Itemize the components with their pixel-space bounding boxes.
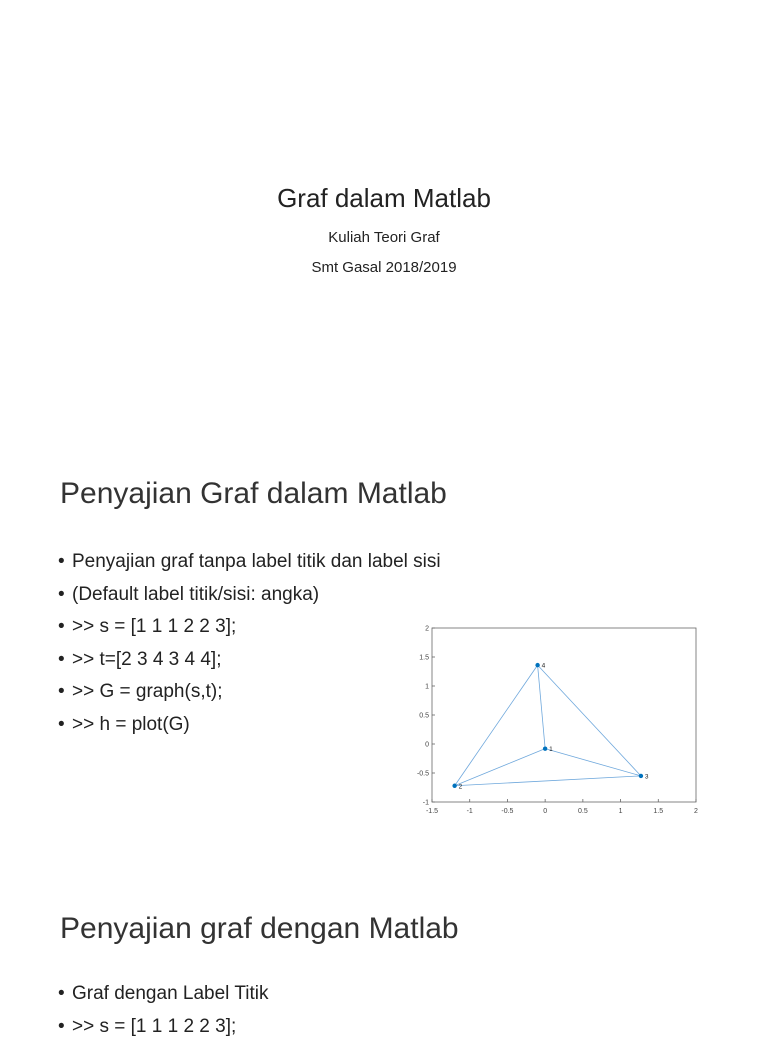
slide-title: Graf dalam Matlab <box>0 183 768 214</box>
x-tick-label: -0.5 <box>501 808 513 815</box>
bullet-item <box>58 579 441 612</box>
x-tick-label: 1.5 <box>653 808 663 815</box>
graph-node <box>452 784 456 788</box>
slide-subtitle-course: Kuliah Teori Graf <box>0 229 768 246</box>
y-tick-label: -0.5 <box>417 771 429 778</box>
bullet-text: >> t=[2 3 4 3 4 4]; <box>72 649 221 670</box>
slide-heading: Penyajian Graf dalam Matlab <box>60 477 447 511</box>
graph-plot <box>400 590 710 822</box>
bullet-item <box>58 676 441 709</box>
graph-node <box>535 663 539 667</box>
y-tick-label: 2 <box>425 626 429 633</box>
bullet-text: Penyajian graf tanpa label titik dan label sisi <box>72 551 441 572</box>
bullet-dot-icon: • <box>58 676 72 709</box>
bullet-dot-icon: • <box>58 644 72 677</box>
bullet-list <box>58 546 441 741</box>
bullet-item <box>58 1011 268 1043</box>
content-slide-graph <box>0 430 768 870</box>
bullet-text: >> h = plot(G) <box>72 714 190 735</box>
y-tick-label: 0.5 <box>419 713 429 720</box>
graph-node-label: 4 <box>542 663 546 670</box>
y-tick-label: 1.5 <box>419 655 429 662</box>
bullet-dot-icon: • <box>58 546 72 579</box>
bullet-item <box>58 611 441 644</box>
x-tick-label: -1.5 <box>426 808 438 815</box>
x-tick-label: 0.5 <box>578 808 588 815</box>
bullet-dot-icon: • <box>58 978 72 1011</box>
x-tick-label: 2 <box>694 808 698 815</box>
bullet-item <box>58 978 268 1011</box>
bullet-item <box>58 709 441 742</box>
title-slide <box>0 0 768 430</box>
bullet-text: >> G = graph(s,t); <box>72 681 223 702</box>
slide-subtitle-semester: Smt Gasal 2018/2019 <box>0 259 768 276</box>
graph-node <box>543 746 547 750</box>
bullet-text: (Default label titik/sisi: angka) <box>72 584 319 605</box>
graph-node-label: 2 <box>459 783 463 790</box>
bullet-text: >> s = [1 1 1 2 2 3]; <box>72 616 236 637</box>
y-tick-label: -1 <box>423 800 429 807</box>
bullet-dot-icon: • <box>58 611 72 644</box>
x-tick-label: 0 <box>543 808 547 815</box>
bullet-dot-icon: • <box>58 1011 72 1043</box>
graph-node-label: 1 <box>549 746 553 753</box>
y-tick-label: 1 <box>425 684 429 691</box>
slide-heading: Penyajian graf dengan Matlab <box>60 912 459 946</box>
bullet-dot-icon: • <box>58 709 72 742</box>
bullet-list <box>58 978 268 1043</box>
bullet-item <box>58 644 441 677</box>
graph-node-label: 3 <box>645 773 649 780</box>
bullet-dot-icon: • <box>58 579 72 612</box>
x-tick-label: -1 <box>467 808 473 815</box>
bullet-item <box>58 546 441 579</box>
bullet-text: Graf dengan Label Titik <box>72 983 268 1004</box>
y-tick-label: 0 <box>425 742 429 749</box>
graph-node <box>639 774 643 778</box>
x-tick-label: 1 <box>619 808 623 815</box>
content-slide-labels <box>0 870 768 1024</box>
plot-frame <box>432 628 696 802</box>
bullet-text: >> s = [1 1 1 2 2 3]; <box>72 1016 236 1037</box>
